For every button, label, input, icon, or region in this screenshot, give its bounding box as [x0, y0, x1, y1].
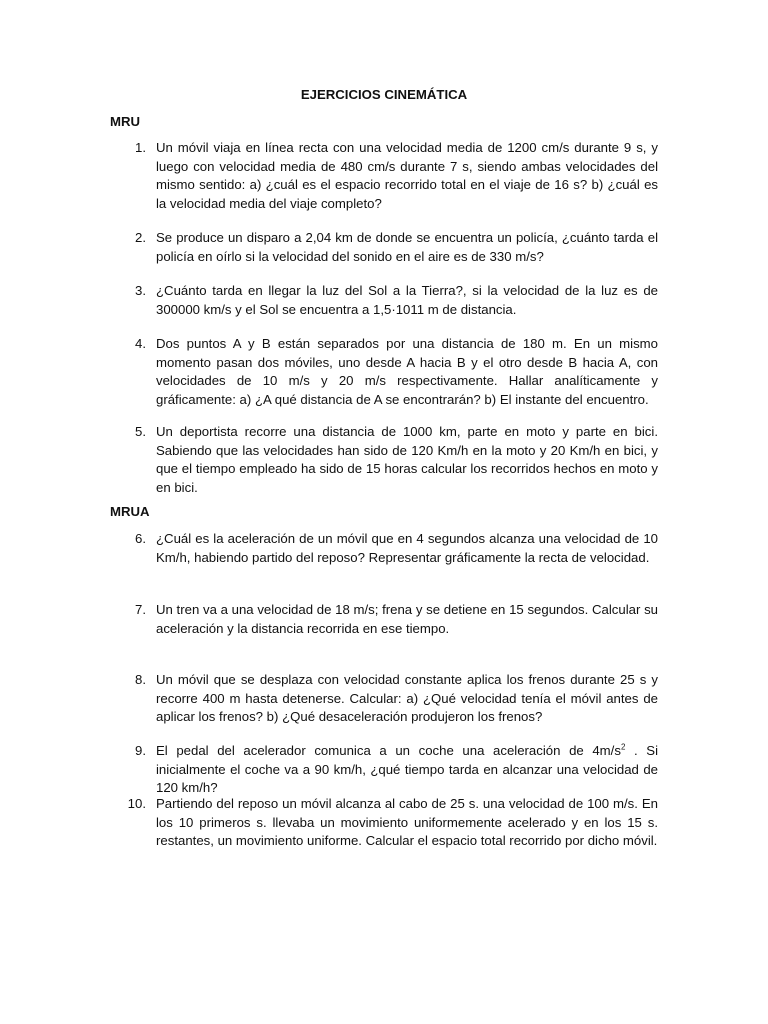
exercise-item-7: [110, 601, 658, 638]
exercise-number: 3.: [135, 283, 146, 298]
section-heading-mru: MRU: [110, 114, 141, 129]
exercise-item-9: [110, 742, 658, 798]
section-heading-mrua: MRUA: [110, 504, 150, 519]
exercise-item-5: [110, 423, 658, 497]
exercise-text: ¿Cuánto tarda en llegar la luz del Sol a la Tierra?, si la velocidad de la luz es de 300000 km/s y el Sol se encuentra a 1,5·1011 m de distancia.: [156, 283, 658, 317]
page-title: EJERCICIOS CINEMÁTICA: [300, 87, 468, 102]
exercise-number: 4.: [135, 336, 146, 351]
exercise-item-8: [110, 671, 658, 727]
exercise-text: Partiendo del reposo un móvil alcanza al cabo de 25 s. una velocidad de 100 m/s. En los 10 primeros s. llevaba un movimiento uniformemente acelerado y en los 15 s. restantes, un movimiento uniforme. Calcular el espacio total recorrido por dicho móvil.: [156, 796, 658, 849]
superscript-exponent: 2: [620, 742, 626, 752]
exercise-text-part: . Si inicialmente el coche va a 90 km/h, ¿qué tiempo tarda en alcanzar una velocidad de 120 km/h?: [156, 743, 658, 796]
exercise-number: 1.: [135, 140, 146, 155]
exercise-number: 5.: [135, 424, 146, 439]
exercise-text: Dos puntos A y B están separados por una distancia de 180 m. En un mismo momento pasan dos móviles, uno desde A hacia B y el otro desde B hacia A, con velocidades de 10 m/s y 20 m/s respectivamente. Hallar analíticamente y gráficamente: a) ¿A qué distancia de A se encontrarán? b) El instante del encuentro.: [156, 336, 658, 407]
exercise-number: 10.: [127, 796, 146, 811]
exercise-text-part: El pedal del acelerador comunica a un coche una aceleración de 4m/s: [156, 743, 621, 758]
exercise-text: ¿Cuál es la aceleración de un móvil que en 4 segundos alcanza una velocidad de 10 Km/h, habiendo partido del reposo? Representar gráficamente la recta de velocidad.: [156, 531, 658, 565]
exercise-text: Un deportista recorre una distancia de 1000 km, parte en moto y parte en bici. Sabiendo que las velocidades han sido de 120 Km/h en la moto y 20 Km/h en bici, y que el tiempo empleado ha sido de 15 horas calcular los recorridos hechos en moto y en bici.: [156, 424, 658, 495]
exercise-item-6: [110, 530, 658, 567]
exercise-number: 9.: [135, 743, 146, 758]
exercise-item-4: [110, 335, 658, 409]
exercise-number: 6.: [135, 531, 146, 546]
exercise-item-3: [110, 282, 658, 319]
exercise-item-2: [110, 229, 658, 266]
exercise-text: Un móvil que se desplaza con velocidad constante aplica los frenos durante 25 s y recorre 400 m hasta detenerse. Calcular: a) ¿Qué velocidad tenía el móvil antes de aplicar los frenos? b) ¿Qué desaceleración produjeron los frenos?: [156, 672, 658, 725]
exercise-text: Se produce un disparo a 2,04 km de donde se encuentra un policía, ¿cuánto tarda el policía en oírlo si la velocidad del sonido en el aire es de 330 m/s?: [156, 230, 658, 264]
exercise-number: 7.: [135, 602, 146, 617]
exercise-text: Un tren va a una velocidad de 18 m/s; frena y se detiene en 15 segundos. Calcular su aceleración y la distancia recorrida en ese tiempo.: [156, 602, 658, 636]
exercise-item-1: [110, 139, 658, 213]
exercise-text: [156, 742, 658, 798]
exercise-number: 2.: [135, 230, 146, 245]
exercise-number: 8.: [135, 672, 146, 687]
exercise-item-10: [110, 795, 658, 851]
exercise-text: Un móvil viaja en línea recta con una velocidad media de 1200 cm/s durante 9 s, y luego con velocidad media de 480 cm/s durante 7 s, siendo ambas velocidades del mismo sentido: a) ¿cuál es el espacio recorrido total en el viaje de 16 s? b) ¿cuál es la velocidad media del viaje completo?: [156, 140, 658, 211]
